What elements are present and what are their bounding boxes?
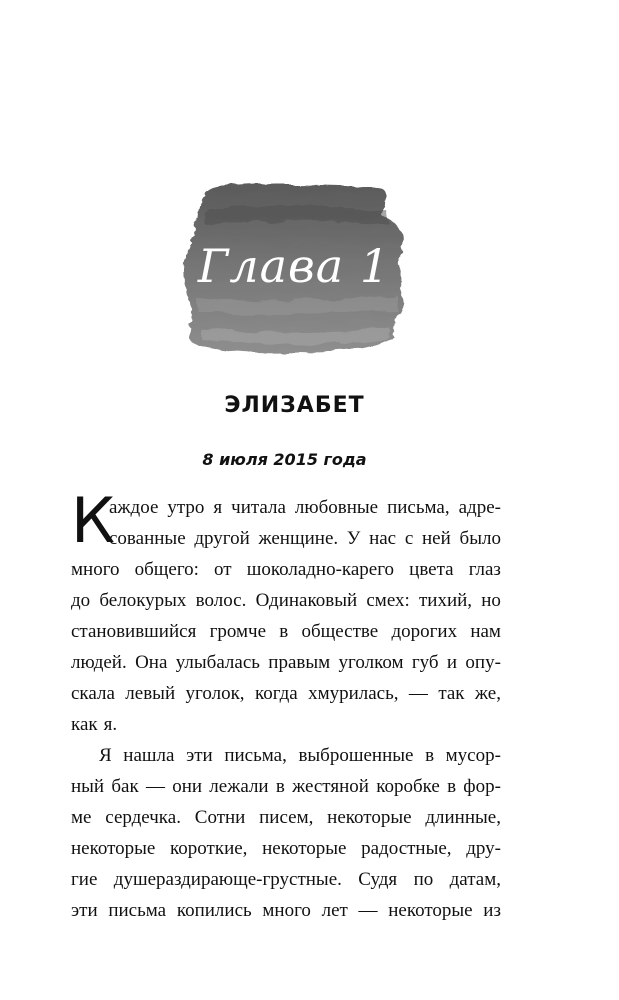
word: по bbox=[413, 869, 434, 890]
word: бак bbox=[111, 776, 139, 797]
word: Одинаковый bbox=[255, 590, 358, 611]
text-line bbox=[71, 554, 501, 585]
word: лет bbox=[321, 900, 348, 921]
drop-cap-letter: К bbox=[71, 484, 116, 557]
word: нашла bbox=[123, 745, 175, 766]
word: некоторые bbox=[388, 900, 473, 921]
word: много bbox=[262, 900, 311, 921]
word: эти bbox=[71, 900, 98, 921]
word: глаз bbox=[468, 559, 501, 580]
chapter-title: Глава 1 bbox=[197, 239, 391, 293]
word: женщине. bbox=[258, 528, 339, 549]
word: фор- bbox=[463, 776, 501, 797]
word: от bbox=[214, 559, 232, 580]
word: скала bbox=[71, 683, 115, 704]
text-line bbox=[71, 740, 501, 771]
text-line bbox=[71, 895, 501, 926]
word: писем, bbox=[259, 807, 314, 828]
word: ме bbox=[71, 807, 92, 828]
character-name-heading: ЭЛИЗАБЕТ bbox=[224, 393, 365, 418]
word: улыбалась bbox=[175, 652, 260, 673]
word: нас bbox=[369, 528, 397, 549]
word: уголок, bbox=[185, 683, 245, 704]
word: коробке bbox=[376, 776, 440, 797]
word: лежали bbox=[209, 776, 269, 797]
word: адре- bbox=[458, 497, 501, 518]
text-line bbox=[71, 585, 501, 616]
word: Я bbox=[99, 745, 112, 766]
word: людей. bbox=[71, 652, 127, 673]
word: — bbox=[358, 900, 378, 921]
word: в bbox=[425, 745, 435, 766]
word: душераздирающе-грустные. bbox=[113, 869, 342, 890]
word: в bbox=[447, 776, 457, 797]
word: в bbox=[279, 621, 289, 642]
word: копились bbox=[176, 900, 252, 921]
word: Судя bbox=[358, 869, 398, 890]
word: хмурилась, bbox=[308, 683, 399, 704]
word: аждое bbox=[109, 497, 159, 518]
chapter-date: 8 июля 2015 года bbox=[202, 450, 367, 469]
word: белокурых bbox=[99, 590, 187, 611]
word: много bbox=[71, 559, 120, 580]
word: письма bbox=[108, 900, 167, 921]
word: гие bbox=[71, 869, 98, 890]
word: дру- bbox=[466, 838, 501, 859]
word: до bbox=[71, 590, 91, 611]
word: Она bbox=[135, 652, 168, 673]
word: любовные bbox=[294, 497, 379, 518]
word: ный bbox=[71, 776, 105, 797]
word: они bbox=[172, 776, 203, 797]
word: шоколадно-карего bbox=[246, 559, 395, 580]
text-line bbox=[71, 492, 501, 523]
word: жестяной bbox=[292, 776, 369, 797]
word: выброшенные bbox=[298, 745, 414, 766]
word: левый bbox=[125, 683, 176, 704]
word: я. bbox=[103, 714, 118, 735]
word: же, bbox=[474, 683, 501, 704]
word: радостные, bbox=[361, 838, 452, 859]
word: правым bbox=[268, 652, 331, 673]
word: губ bbox=[411, 652, 439, 673]
word: письма, bbox=[224, 745, 287, 766]
word: общего: bbox=[134, 559, 199, 580]
word: опу- bbox=[465, 652, 501, 673]
word: было bbox=[459, 528, 501, 549]
word: цвета bbox=[409, 559, 454, 580]
word: из bbox=[483, 900, 501, 921]
word: сованные bbox=[109, 528, 186, 549]
word: обществе bbox=[301, 621, 379, 642]
word: ней bbox=[422, 528, 451, 549]
word: волос. bbox=[195, 590, 247, 611]
word: громче bbox=[209, 621, 267, 642]
word: читала bbox=[231, 497, 286, 518]
word: письма, bbox=[387, 497, 450, 518]
word: когда bbox=[254, 683, 298, 704]
word: датам, bbox=[449, 869, 501, 890]
word: некоторые bbox=[71, 838, 156, 859]
word: другой bbox=[194, 528, 250, 549]
word: смех: bbox=[366, 590, 410, 611]
text-line bbox=[71, 647, 501, 678]
word: с bbox=[404, 528, 414, 549]
word: некоторые bbox=[327, 807, 412, 828]
word: — bbox=[145, 776, 165, 797]
word: так bbox=[438, 683, 465, 704]
word: сердечка. bbox=[105, 807, 181, 828]
word: как bbox=[71, 714, 98, 735]
word: У bbox=[346, 528, 361, 549]
word: Сотни bbox=[194, 807, 246, 828]
word: и bbox=[446, 652, 458, 673]
text-line bbox=[71, 802, 501, 833]
word: я bbox=[213, 497, 223, 518]
word: мусор- bbox=[445, 745, 501, 766]
word: уголком bbox=[338, 652, 404, 673]
word: нам bbox=[470, 621, 501, 642]
text-line bbox=[71, 616, 501, 647]
word: эти bbox=[186, 745, 213, 766]
chapter-badge bbox=[178, 178, 410, 363]
word: некоторые bbox=[262, 838, 347, 859]
text-line bbox=[71, 771, 501, 802]
word: утро bbox=[167, 497, 205, 518]
word: короткие, bbox=[170, 838, 248, 859]
word: дорогих bbox=[391, 621, 458, 642]
word: тихий, bbox=[418, 590, 473, 611]
text-line bbox=[71, 678, 501, 709]
text-line bbox=[71, 709, 501, 740]
text-line bbox=[71, 523, 501, 554]
word: но bbox=[481, 590, 501, 611]
word: становившийся bbox=[71, 621, 197, 642]
body-text bbox=[71, 484, 501, 926]
word: — bbox=[408, 683, 428, 704]
text-line bbox=[71, 864, 501, 895]
word: в bbox=[275, 776, 285, 797]
word: длинные, bbox=[425, 807, 501, 828]
text-line bbox=[71, 833, 501, 864]
